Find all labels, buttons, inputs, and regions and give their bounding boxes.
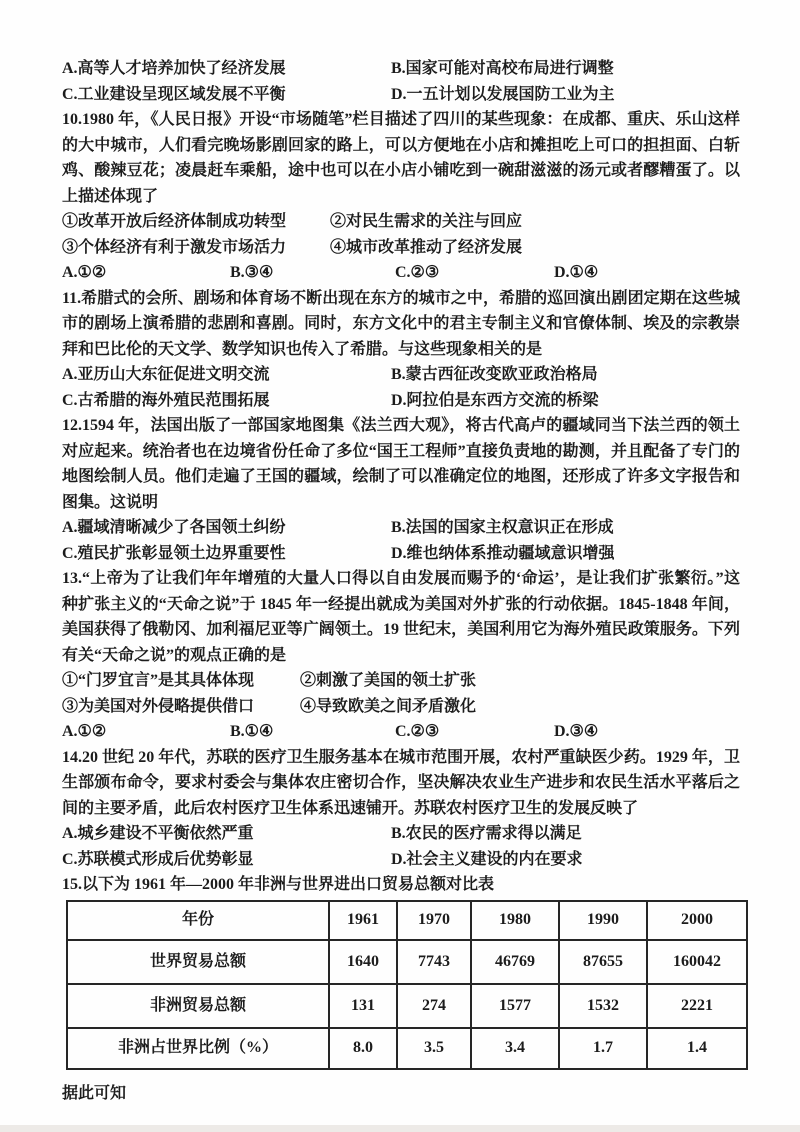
q12-stem: 12.1594 年，法国出版了一部国家地图集《法兰西大观》，将古代高卢的疆域同当下法兰西的领土对应起来。统治者也在边境省份任命了多位“国王工程师”直接负责地的勘测，并且配备了专门的地图绘制人员。他们走遍了王国的疆域，绘制了可以准确定位的地图，还形成了许多文字报告和图集。这说明 [62,417,740,511]
table-cell: 8.0 [329,1028,397,1069]
table-header-1970: 1970 [397,901,471,940]
q13-answer-c: C.②③ [395,723,440,740]
table-cell: 3.5 [397,1028,471,1069]
q14-option-c: C.苏联模式形成后优势彰显 [62,850,254,868]
q13-answer-d: D.③④ [554,723,599,740]
q11-option-b: B.蒙古西征改变欧亚政治格局 [391,366,598,383]
table-cell: 7743 [397,940,471,984]
trade-comparison-table [66,900,748,1070]
q10-item-4: ④城市改革推动了经济发展 [330,238,523,256]
q10-item-2: ②对民生需求的关注与回应 [330,213,523,230]
q13-answer-a: A.①② [62,723,107,740]
q11-option-c: C.古希腊的海外殖民范围拓展 [62,391,270,409]
q13-answer-b: B.①④ [230,723,274,740]
q14-option-b: B.农民的医疗需求得以满足 [391,825,582,842]
q11-stem: 11.希腊式的会所、剧场和体育场不断出现在东方的城市之中，希腊的巡回演出剧团定期在这些城市的剧场上演希腊的悲剧和喜剧。同时，东方文化中的君主专制主义和官僚体制、埃及的宗教崇拜和巴比伦的天文学、数学知识也传入了希腊。与这些现象相关的是 [62,289,740,358]
q12-option-a: A.疆域清晰减少了各国领土纠纷 [62,519,286,536]
q14-option-a: A.城乡建设不平衡依然严重 [62,825,254,842]
q15-footer: 据此可知 [62,1084,127,1102]
q14-stem: 14.20 世纪 20 年代，苏联的医疗卫生服务基本在城市范围开展，农村严重缺医少药。1929 年，卫生部颁布命令，要求村委会与集体农庄密切合作，坚决解决农业生产进步和农民生活水平落后之间的主要矛盾，此后农村医疗卫生体系迅速铺开。苏联农村医疗卫生的发展反映了 [62,748,740,817]
table-row-world-trade [67,940,747,984]
table-cell: 1.4 [647,1028,747,1069]
q10-answer-c: C.②③ [395,264,440,281]
q12-options-row-cd [62,541,740,567]
q09-option-c: C.工业建设呈现区域发展不平衡 [62,85,286,103]
q10-answer-a: A.①② [62,264,107,281]
q13-item-3: ③为美国对外侵略提供借口 [62,697,255,715]
q12-option-b: B.法国的国家主权意识正在形成 [391,519,614,536]
q10-items-row-34 [62,235,740,261]
q09-option-d: D.一五计划以发展国防工业为主 [391,85,615,103]
q14-option-d: D.社会主义建设的内在要求 [391,850,583,868]
q10-items-row-12 [62,209,740,235]
q13-items-row-12 [62,668,740,694]
table-cell: 46769 [471,940,559,984]
table-row-africa-trade [67,984,747,1028]
q15-intro: 15.以下为 1961 年—2000 年非洲与世界进出口贸易总额对比表 [62,876,495,893]
table-row-africa-share [67,1028,747,1069]
q10-stem: 10.1980 年，《人民日报》开设“市场随笔”栏目描述了四川的某些现象：在成都、重庆、乐山这样的大中城市，人们看完晚场影剧回家的路上，可以方便地在小店和摊担吃上可口的担担面、白斩鸡、酸辣豆花；凌晨赶车乘船，途中也可以在小店小铺吃到一碗甜滋滋的汤元或者醪糟蛋了。以上描述体现了 [62,111,740,205]
q13-item-2: ②刺激了美国的领土扩张 [300,672,477,689]
q11-option-d: D.阿拉伯是东西方交流的桥梁 [391,391,599,409]
q11-option-a: A.亚历山大东征促进文明交流 [62,366,270,383]
q10-answer-b: B.③④ [230,264,274,281]
q09-options-row-cd [62,82,740,108]
table-cell: 1577 [471,984,559,1028]
table-cell: 3.4 [471,1028,559,1069]
q10-item-3: ③个体经济有利于激发市场活力 [62,238,287,256]
q11-options-row-cd [62,388,740,414]
table-cell: 1532 [559,984,647,1028]
q09-options-row-ab [62,56,740,82]
q12-option-c: C.殖民扩张彰显领土边界重要性 [62,544,286,562]
scan-edge-artifact [0,1125,800,1132]
table-header-1990: 1990 [559,901,647,940]
q14-options-row-cd [62,847,740,873]
table-cell: 160042 [647,940,747,984]
q12-option-d: D.维也纳体系推动疆域意识增强 [391,544,615,562]
table-header-year: 年份 [67,901,329,940]
q09-option-a: A.高等人才培养加快了经济发展 [62,60,286,77]
q09-option-b: B.国家可能对高校布局进行调整 [391,60,614,77]
table-cell: 2221 [647,984,747,1028]
table-cell: 1.7 [559,1028,647,1069]
q14-options-row-ab [62,821,740,847]
row-label-world-trade: 世界贸易总额 [67,940,329,984]
q13-item-1: ①“门罗宜言”是其具体体现 [62,672,255,689]
q13-stem: 13.“上帝为了让我们年年增殖的大量人口得以自由发展而赐予的‘命运’，是让我们扩张繁衍。”这种扩张主义的“天命之说”于 1845 年一经提出就成为美国对外扩张的行动依据。1845-1848 年间，美国获得了俄勒冈、加利福尼亚等广阔领土。19 世纪末，美国利用它为海外殖民政策服务。下列有关“天命之说”的观点正确的是 [62,570,740,664]
exam-content [62,56,740,1106]
table-cell: 87655 [559,940,647,984]
q13-item-4: ④导致欧美之间矛盾激化 [300,697,477,715]
q10-item-1: ①改革开放后经济体制成功转型 [62,213,287,230]
table-cell: 131 [329,984,397,1028]
q13-items-row-34 [62,694,740,720]
q11-options-row-ab [62,362,740,388]
q10-answer-d: D.①④ [554,264,599,281]
q12-options-row-ab [62,515,740,541]
table-header-1961: 1961 [329,901,397,940]
table-header-row [67,901,747,940]
row-label-africa-share: 非洲占世界比例（%） [67,1028,329,1069]
q13-answers-row [62,719,740,745]
table-cell: 274 [397,984,471,1028]
table-header-1980: 1980 [471,901,559,940]
table-header-2000: 2000 [647,901,747,940]
row-label-africa-trade: 非洲贸易总额 [67,984,329,1028]
table-cell: 1640 [329,940,397,984]
q10-answers-row [62,260,740,286]
